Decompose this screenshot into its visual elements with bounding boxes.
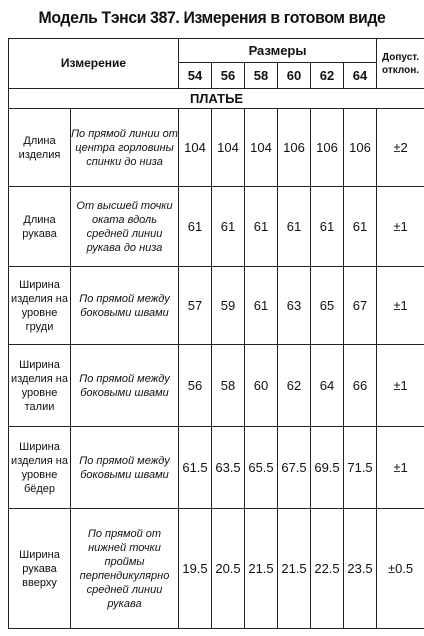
- row-name: Длина рукава: [9, 187, 71, 267]
- page-title: Модель Тэнси 387. Измерения в готовом виде: [38, 8, 386, 27]
- table-row: [9, 345, 424, 427]
- row-value: 56: [179, 345, 212, 427]
- row-value: 106: [278, 109, 311, 187]
- header-size: 60: [278, 63, 311, 89]
- row-value: 61: [245, 187, 278, 267]
- row-value: 61: [311, 187, 344, 267]
- row-value: 69.5: [311, 427, 344, 509]
- row-tolerance: ±2: [377, 109, 424, 187]
- header-sizes: Размеры: [179, 39, 377, 63]
- row-name: Длина изделия: [9, 109, 71, 187]
- row-value: 61: [344, 187, 377, 267]
- header-size: 56: [212, 63, 245, 89]
- row-value: 67: [344, 267, 377, 345]
- row-description: От высшей точки оката вдоль средней линии рукава до низа: [71, 187, 179, 267]
- row-value: 67.5: [278, 427, 311, 509]
- table-row: [9, 187, 424, 267]
- row-value: 61: [245, 267, 278, 345]
- row-value: 65.5: [245, 427, 278, 509]
- row-value: 64: [311, 345, 344, 427]
- row-value: 63.5: [212, 427, 245, 509]
- row-value: 61: [212, 187, 245, 267]
- row-tolerance: ±0.5: [377, 509, 424, 629]
- row-value: 23.5: [344, 509, 377, 629]
- header-size: 62: [311, 63, 344, 89]
- row-description: По прямой линии от центра горловины спинки до низа: [71, 109, 179, 187]
- header-measurement: Измерение: [9, 39, 179, 89]
- row-name: Ширина рукава вверху: [9, 509, 71, 629]
- row-tolerance: ±1: [377, 427, 424, 509]
- row-value: 71.5: [344, 427, 377, 509]
- row-value: 65: [311, 267, 344, 345]
- row-value: 61.5: [179, 427, 212, 509]
- table-row: [9, 109, 424, 187]
- row-value: 20.5: [212, 509, 245, 629]
- row-value: 106: [344, 109, 377, 187]
- row-value: 60: [245, 345, 278, 427]
- row-value: 61: [278, 187, 311, 267]
- row-value: 66: [344, 345, 377, 427]
- table-row: [9, 509, 424, 629]
- row-description: По прямой между боковыми швами: [71, 427, 179, 509]
- row-description: По прямой от нижней точки проймы перпендикулярно средней линии рукава: [71, 509, 179, 629]
- row-value: 59: [212, 267, 245, 345]
- table-row: [9, 427, 424, 509]
- row-value: 57: [179, 267, 212, 345]
- row-value: 63: [278, 267, 311, 345]
- row-value: 19.5: [179, 509, 212, 629]
- row-value: 104: [179, 109, 212, 187]
- table-row: [9, 267, 424, 345]
- header-size: 54: [179, 63, 212, 89]
- row-value: 104: [245, 109, 278, 187]
- row-description: По прямой между боковыми швами: [71, 345, 179, 427]
- row-value: 62: [278, 345, 311, 427]
- section-title: ПЛАТЬЕ: [9, 89, 424, 109]
- row-name: Ширина изделия на уровне груди: [9, 267, 71, 345]
- row-value: 21.5: [245, 509, 278, 629]
- row-tolerance: ±1: [377, 187, 424, 267]
- row-tolerance: ±1: [377, 267, 424, 345]
- row-name: Ширина изделия на уровне бёдер: [9, 427, 71, 509]
- row-description: По прямой между боковыми швами: [71, 267, 179, 345]
- row-name: Ширина изделия на уровне талии: [9, 345, 71, 427]
- row-value: 21.5: [278, 509, 311, 629]
- row-value: 104: [212, 109, 245, 187]
- row-value: 22.5: [311, 509, 344, 629]
- measurements-table: [8, 38, 424, 629]
- row-value: 58: [212, 345, 245, 427]
- header-size: 64: [344, 63, 377, 89]
- row-value: 106: [311, 109, 344, 187]
- header-size: 58: [245, 63, 278, 89]
- row-value: 61: [179, 187, 212, 267]
- header-tolerance: Допуст. отклон.: [377, 39, 424, 89]
- row-tolerance: ±1: [377, 345, 424, 427]
